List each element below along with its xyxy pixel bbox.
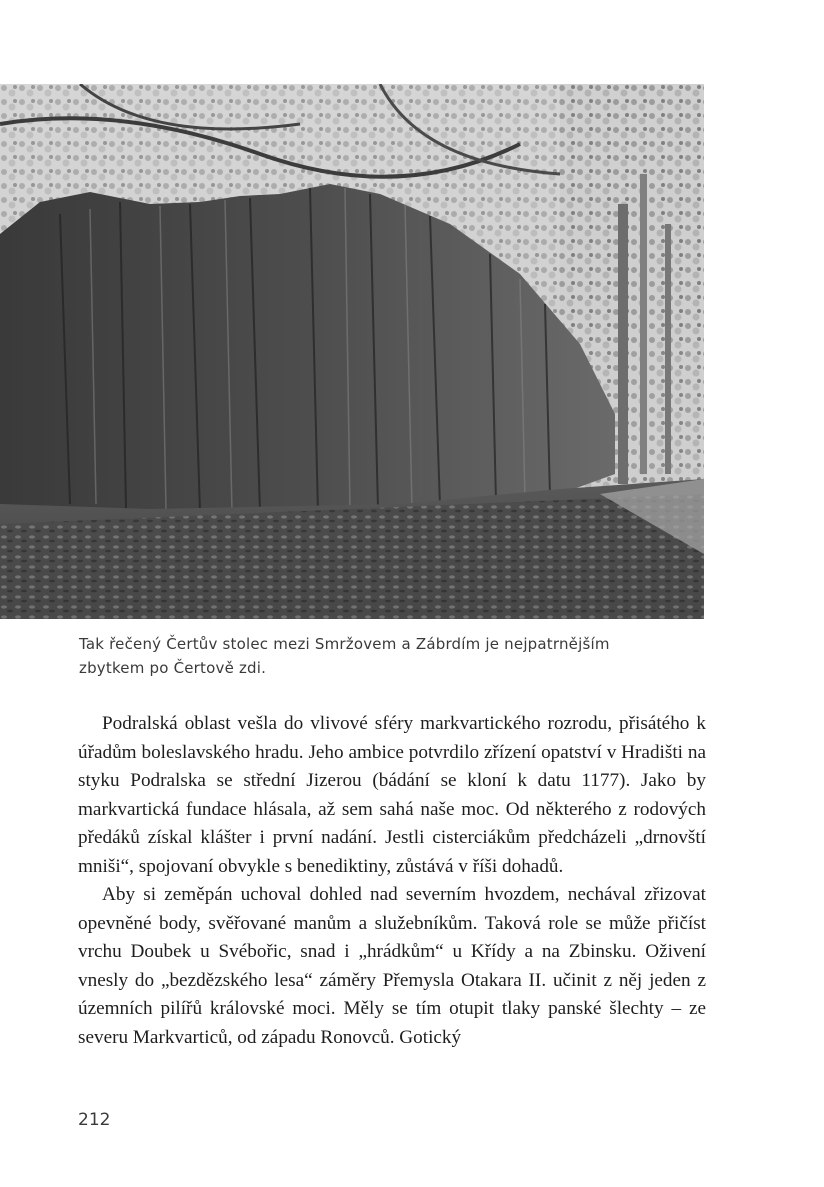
body-text: [78, 710, 706, 1052]
paragraph: Aby si zeměpán uchoval dohled nad severním hvozdem, nechával zřizovat opevněné body, svěřované manům a služebníkům. Taková role se může přičíst vrchu Doubek u Svébořic, snad i „hrádkům“ u Křídy a na Zbinsku. Oživení vnesly do „bezdězského lesa“ záměry Přemysla Otakara II. učinit z něj jeden z územních pilířů královské moci. Měly se tím otupit tlaky panské šlechty – ze severu Markvarticů, od západu Ronovců. Gotický: [78, 884, 706, 1048]
photo-caption: Tak řečený Čertův stolec mezi Smržovem a Zábrdím je nejpatrnějším zbytkem po Čertově zdi.: [79, 635, 610, 677]
paragraph: Podralská oblast vešla do vlivové sféry markvartického rozrodu, přisátého k úřadům boleslavského hradu. Jeho ambice potvrdilo zřízení opatství v Hradišti na styku Podralska se střední Jizerou (bádání se kloní k datu 1177). Jako by markvartická fundace hlásala, až sem sahá naše moc. Od některého z rodových předáků získal klášter i první nadání. Jestli cisterciákům předcházeli „drnovští mniši“, spojovaní obvykle s benediktiny, zůstává v říši dohadů.: [78, 713, 706, 877]
page-number: 212: [78, 1110, 111, 1130]
photo-illustration: [0, 84, 704, 619]
rock-wall-photo: [0, 84, 704, 619]
